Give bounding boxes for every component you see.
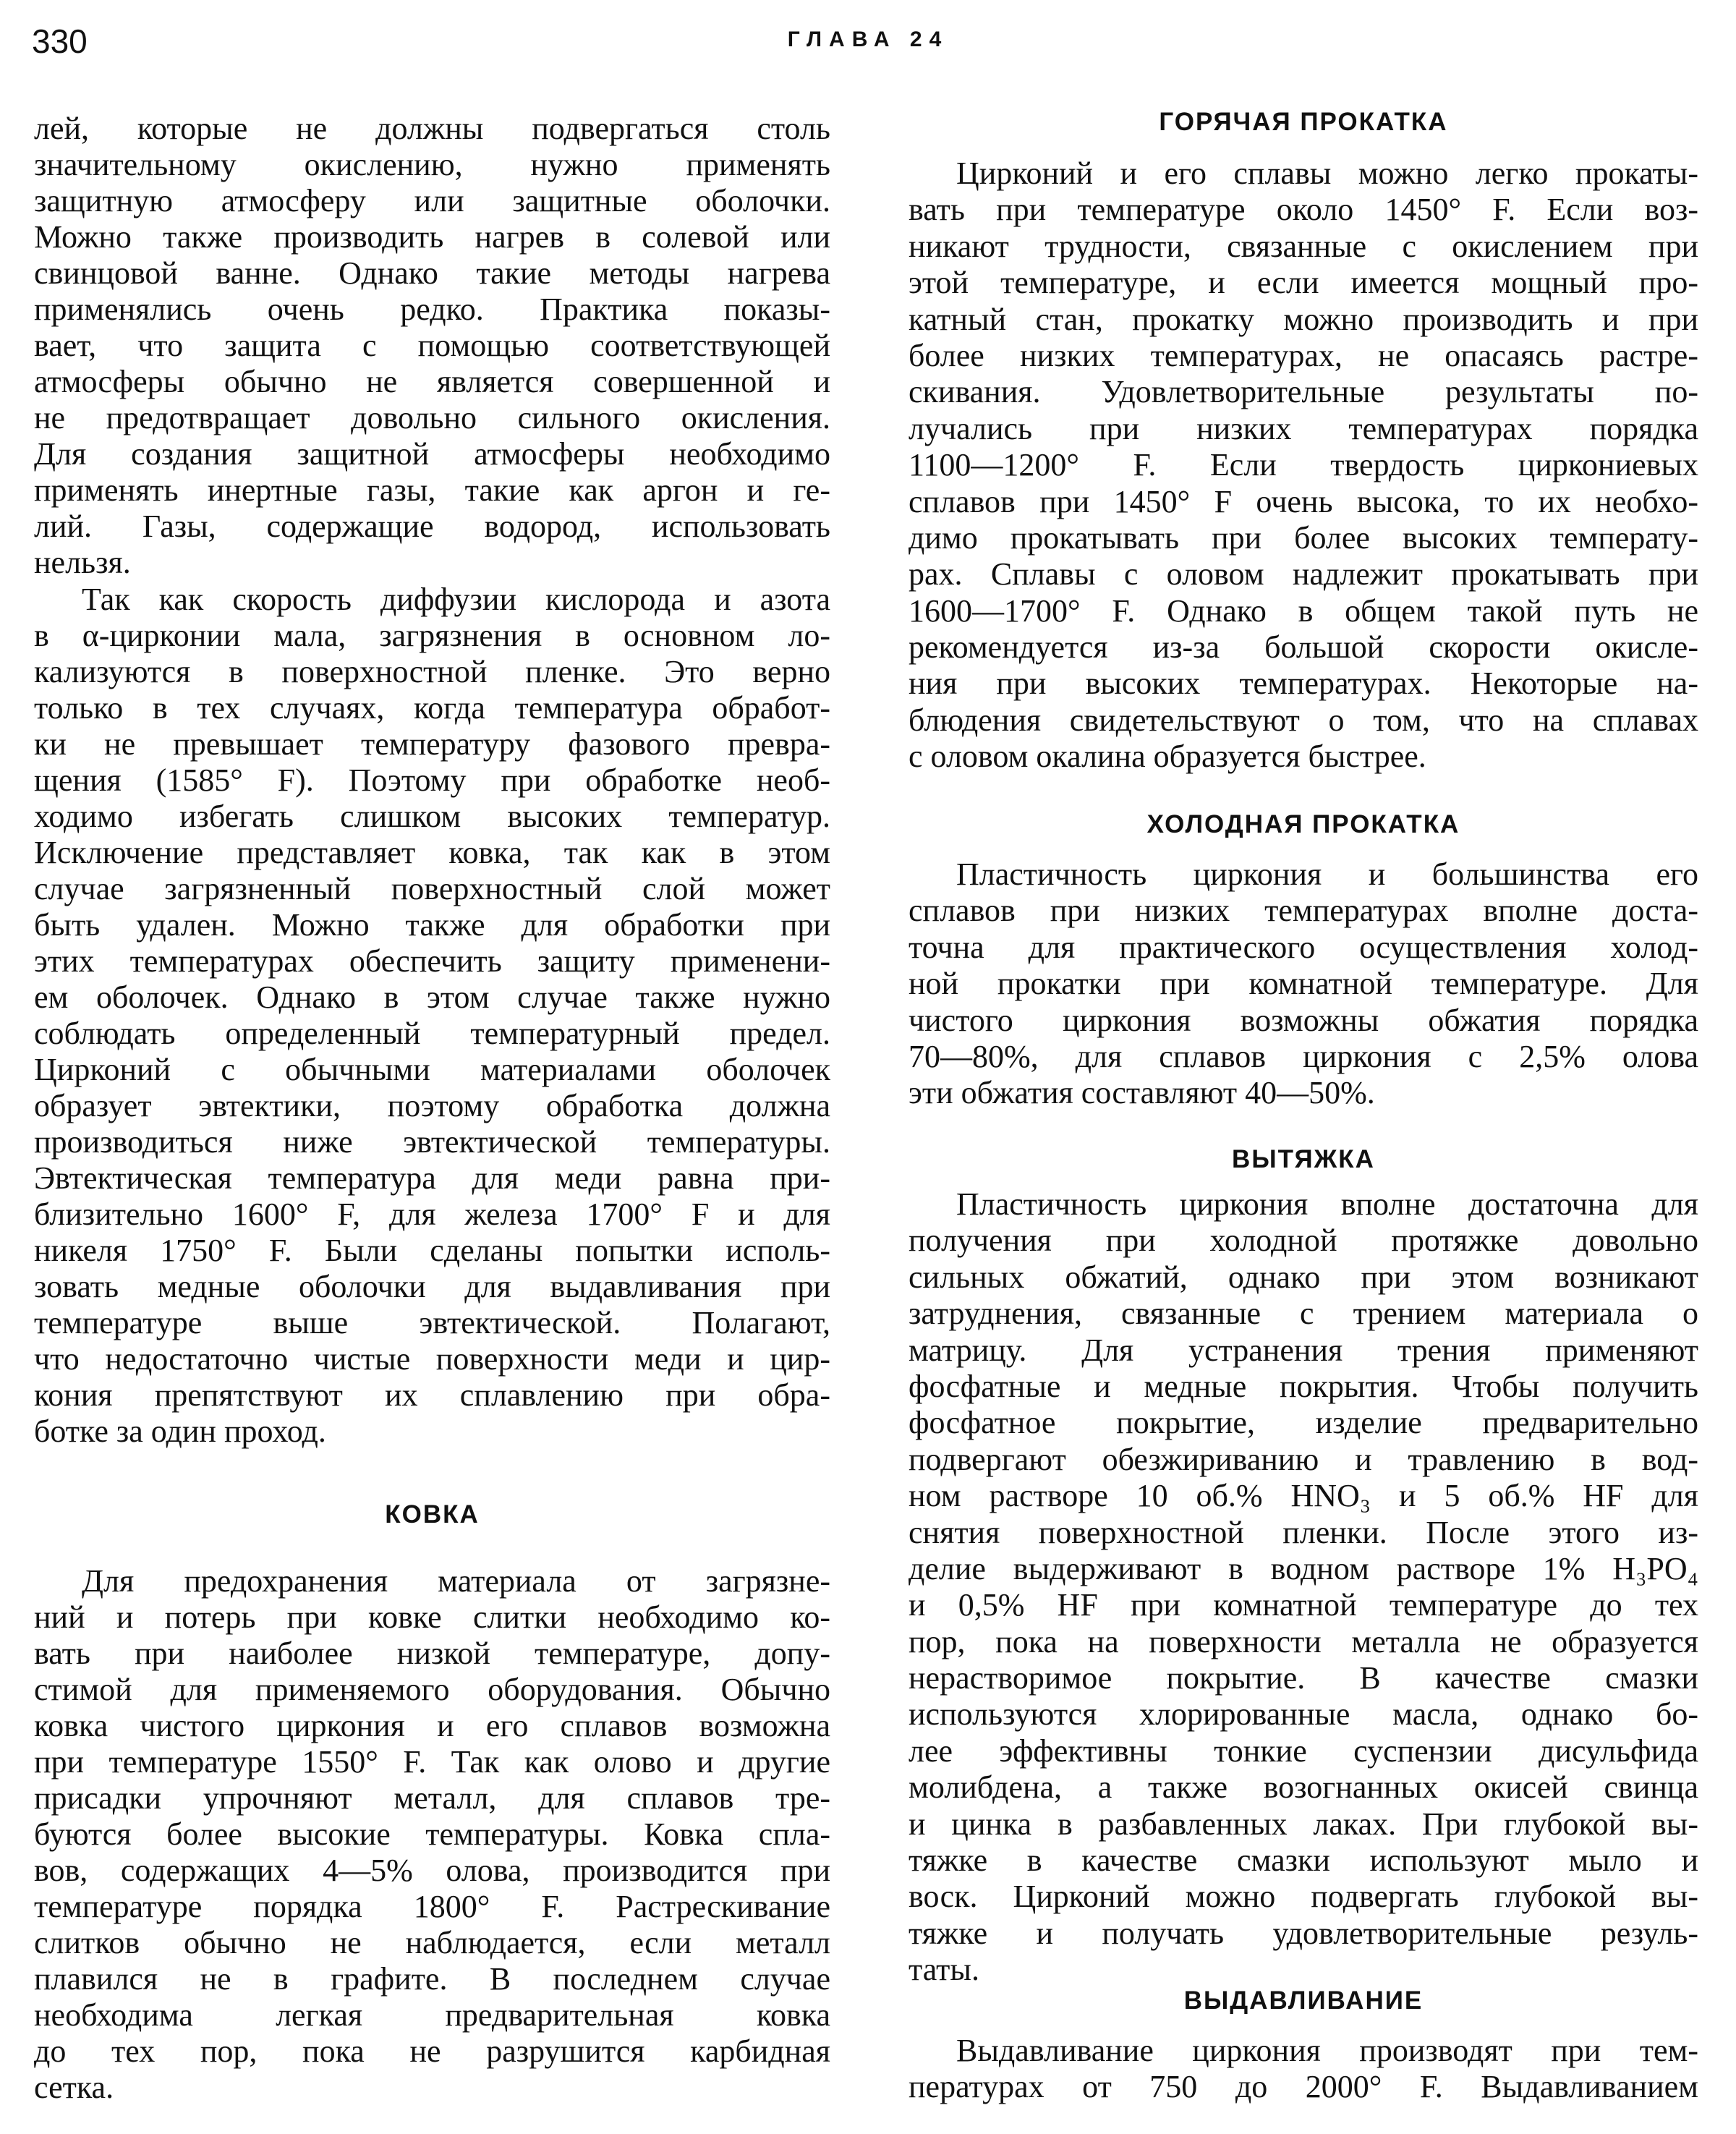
text-line: плавился не в графите. В последнем случае xyxy=(34,1961,830,1997)
text-line: таты. xyxy=(909,1952,979,1988)
text-line: эти обжатия составляют 40—50%. xyxy=(909,1075,1375,1111)
text-line: необходима легкая предварительная ковка xyxy=(34,1997,830,2033)
text-line: сплавов при низких температурах вполне доста- xyxy=(909,893,1698,929)
text-line: нельзя. xyxy=(34,545,131,580)
text-line: никеля 1750° F. Были сделаны попытки исполь- xyxy=(34,1233,830,1268)
text-line: ном растворе 10 об.% HNO₃ и 5 об.% HF для xyxy=(909,1478,1698,1514)
section-heading: ВЫТЯЖКА xyxy=(1232,1145,1375,1173)
text-line: 1100—1200° F. Если твердость циркониевых xyxy=(909,447,1698,483)
chapter-header: ГЛАВА 24 xyxy=(787,27,949,51)
section-heading: ГОРЯЧАЯ ПРОКАТКА xyxy=(1159,108,1448,136)
text-line: рекомендуется из-за большой скорости окисле- xyxy=(909,629,1698,666)
text-line: Эвтектическая температура для меди равна при- xyxy=(34,1160,830,1196)
text-line: применять инертные газы, такие как аргон и ге- xyxy=(34,472,830,508)
text-line: этой температуре, и если имеется мощный про- xyxy=(909,265,1698,301)
text-line: атмосферы обычно не является совершенной и xyxy=(34,364,830,399)
text-line: и цинка в разбавленных лаках. При глубокой вы- xyxy=(909,1806,1698,1842)
section-heading: ХОЛОДНАЯ ПРОКАТКА xyxy=(1146,810,1460,838)
text-line: молибдена, а также возогнанных окисей свинца xyxy=(909,1769,1698,1806)
text-line: фосфатные и медные покрытия. Чтобы получить xyxy=(909,1368,1698,1404)
text-line: случае загрязненный поверхностный слой может xyxy=(34,871,830,906)
text-line: точна для практического осуществления холод- xyxy=(909,929,1698,965)
text-line: свинцовой ванне. Однако такие методы нагрева xyxy=(34,255,830,291)
text-line: производиться ниже эвтектической температуры. xyxy=(34,1124,830,1160)
text-line: никают трудности, связанные с окислением при xyxy=(909,228,1698,264)
text-line: что недостаточно чистые поверхности меди и цир- xyxy=(34,1341,830,1377)
text-line: рах. Сплавы с оловом надлежит прокатывать при xyxy=(909,556,1698,592)
text-line: тяжке и получать удовлетворительные резуль- xyxy=(909,1915,1698,1951)
text-line: 1600—1700° F. Однако в общем такой путь не xyxy=(909,592,1698,629)
paragraph xyxy=(909,156,1698,775)
text-line: ния при высоких температурах. Некоторые на- xyxy=(909,666,1698,702)
text-line: лий. Газы, содержащие водород, использовать xyxy=(34,509,830,544)
text-line: сплавов при 1450° F очень высока, то их необхо- xyxy=(909,483,1698,519)
text-line: матрицу. Для устранения трения применяют xyxy=(909,1332,1698,1368)
text-line: и 0,5% HF при комнатной температуре до тех xyxy=(909,1587,1698,1623)
text-line: защитную атмосферу или защитные оболочки. xyxy=(34,183,830,218)
text-line: при температуре 1550° F. Так как олово и другие xyxy=(34,1744,830,1780)
text-line: ной прокатки при комнатной температуре. Для xyxy=(909,966,1698,1002)
text-line: димо прокатывать при более высоких температу- xyxy=(909,519,1698,556)
text-line: Так как скорость диффузии кислорода и азота xyxy=(82,582,830,617)
text-line: лучались при низких температурах порядка xyxy=(909,410,1698,446)
text-line: вать при наиболее низкой температуре, допу- xyxy=(34,1636,830,1671)
text-line: вать при температуре около 1450° F. Если воз- xyxy=(909,192,1698,228)
text-line: сильных обжатий, однако при этом возникают xyxy=(909,1259,1698,1295)
text-line: затруднения, связанные с трением материала о xyxy=(909,1296,1698,1332)
paragraph xyxy=(909,1186,1698,1989)
text-line: чистого циркония возможны обжатия порядка xyxy=(909,1002,1698,1038)
text-line: стимой для применяемого оборудования. Обычно xyxy=(34,1672,830,1707)
paragraph xyxy=(34,582,830,1450)
text-line: применялись очень редко. Практика показы- xyxy=(34,292,830,327)
text-line: Исключение представляет ковка, так как в этом xyxy=(34,835,830,870)
paragraph xyxy=(34,1563,830,2106)
text-line: с оловом окалина образуется быстрее. xyxy=(909,739,1426,775)
text-line: Для предохранения материала от загрязне- xyxy=(82,1563,830,1599)
text-line: соблюдать определенный температурный предел. xyxy=(34,1016,830,1051)
section-heading: КОВКА xyxy=(385,1500,480,1529)
text-line: Выдавливание циркония производят при тем- xyxy=(956,2033,1698,2068)
text-line: этих температурах обеспечить защиту применени- xyxy=(34,943,830,979)
text-line: значительному окислению, нужно применять xyxy=(34,147,830,182)
text-line: сетка. xyxy=(34,2070,114,2105)
text-line: Пластичность циркония и большинства его xyxy=(956,856,1698,892)
text-line: близительно 1600° F, для железа 1700° F и для xyxy=(34,1196,830,1232)
text-line: нерастворимое покрытие. В качестве смазки xyxy=(909,1660,1698,1696)
text-line: Цирконий и его сплавы можно легко прокаты- xyxy=(956,156,1698,191)
text-line: лее эффективны тонкие суспензии дисульфида xyxy=(909,1733,1698,1769)
text-line: Пластичность циркония вполне достаточна для xyxy=(956,1186,1698,1222)
text-line: блюдения свидетельствуют о том, что на сплавах xyxy=(909,702,1698,738)
text-line: вает, что защита с помощью соответствующей xyxy=(34,328,830,363)
text-line: буются более высокие температуры. Ковка спла- xyxy=(34,1816,830,1852)
text-line: вов, содержащих 4—5% олова, производится при xyxy=(34,1853,830,1888)
text-line: температуре порядка 1800° F. Растрескивание xyxy=(34,1889,830,1924)
text-line: используются хлорированные масла, однако бо- xyxy=(909,1696,1698,1733)
text-line: в α-цирконии мала, загрязнения в основном ло- xyxy=(34,618,830,653)
text-line: ходимо избегать слишком высоких температур. xyxy=(34,799,830,834)
text-line: Цирконий с обычными материалами оболочек xyxy=(34,1052,830,1087)
text-line: пор, пока на поверхности металла не образуется xyxy=(909,1623,1698,1659)
text-line: зовать медные оболочки для выдавливания при xyxy=(34,1269,830,1304)
text-line: быть удален. Можно также для обработки при xyxy=(34,907,830,943)
text-line: катный стан, прокатку можно производить и при xyxy=(909,301,1698,337)
text-line: более низких температурах, не опасаясь растре- xyxy=(909,337,1698,373)
text-line: скивания. Удовлетворительные результаты по- xyxy=(909,374,1698,410)
text-line: пературах от 750 до 2000° F. Выдавливанием xyxy=(909,2069,1698,2105)
text-line: лей, которые не должны подвергаться столь xyxy=(34,111,830,146)
text-line: ковка чистого циркония и его сплавов возможна xyxy=(34,1708,830,1743)
page-number: 330 xyxy=(32,22,88,60)
text-line: кализуются в поверхностной пленке. Это верно xyxy=(34,654,830,689)
text-line: до тех пор, пока не разрушится карбидная xyxy=(34,2033,830,2069)
text-line: Можно также производить нагрев в солевой или xyxy=(34,219,830,255)
text-line: ем оболочек. Однако в этом случае также нужно xyxy=(34,979,830,1015)
text-line: снятия поверхностной пленки. После этого из- xyxy=(909,1514,1698,1550)
text-line: тяжке в качестве смазки используют мыло и xyxy=(909,1842,1698,1879)
text-line: 70—80%, для сплавов циркония с 2,5% олова xyxy=(909,1038,1698,1074)
text-line: подвергают обезжириванию и травлению в вод- xyxy=(909,1441,1698,1477)
text-line: фосфатное покрытие, изделие предварительно xyxy=(909,1405,1698,1441)
text-line: ботке за один проход. xyxy=(34,1414,326,1449)
text-line: делие выдерживают в водном растворе 1% H₃PO₄ xyxy=(909,1550,1698,1586)
text-line: температуре выше эвтектической. Полагают, xyxy=(34,1305,830,1340)
text-line: Для создания защитной атмосферы необходимо xyxy=(34,436,830,472)
section-heading: ВЫДАВЛИВАНИЕ xyxy=(1183,1986,1424,2015)
text-line: не предотвращает довольно сильного окисления. xyxy=(34,400,830,435)
text-line: только в тех случаях, когда температура обработ- xyxy=(34,690,830,726)
paragraph xyxy=(909,2033,1698,2106)
text-line: слитков обычно не наблюдается, если металл xyxy=(34,1925,830,1960)
text-line: образует эвтектики, поэтому обработка должна xyxy=(34,1088,830,1123)
text-line: воск. Цирконий можно подвергать глубокой вы- xyxy=(909,1879,1698,1915)
text-line: присадки упрочняют металл, для сплавов тре- xyxy=(34,1780,830,1816)
paragraph xyxy=(34,111,830,581)
paragraph xyxy=(909,856,1698,1112)
text-line: ний и потерь при ковке слитки необходимо ко- xyxy=(34,1599,830,1635)
text-line: кония препятствуют их сплавлению при обра- xyxy=(34,1377,830,1413)
text-line: щения (1585° F). Поэтому при обработке необ- xyxy=(34,762,830,798)
text-line: ки не превышает температуру фазового превра- xyxy=(34,726,830,762)
text-line: получения при холодной протяжке довольно xyxy=(909,1223,1698,1259)
